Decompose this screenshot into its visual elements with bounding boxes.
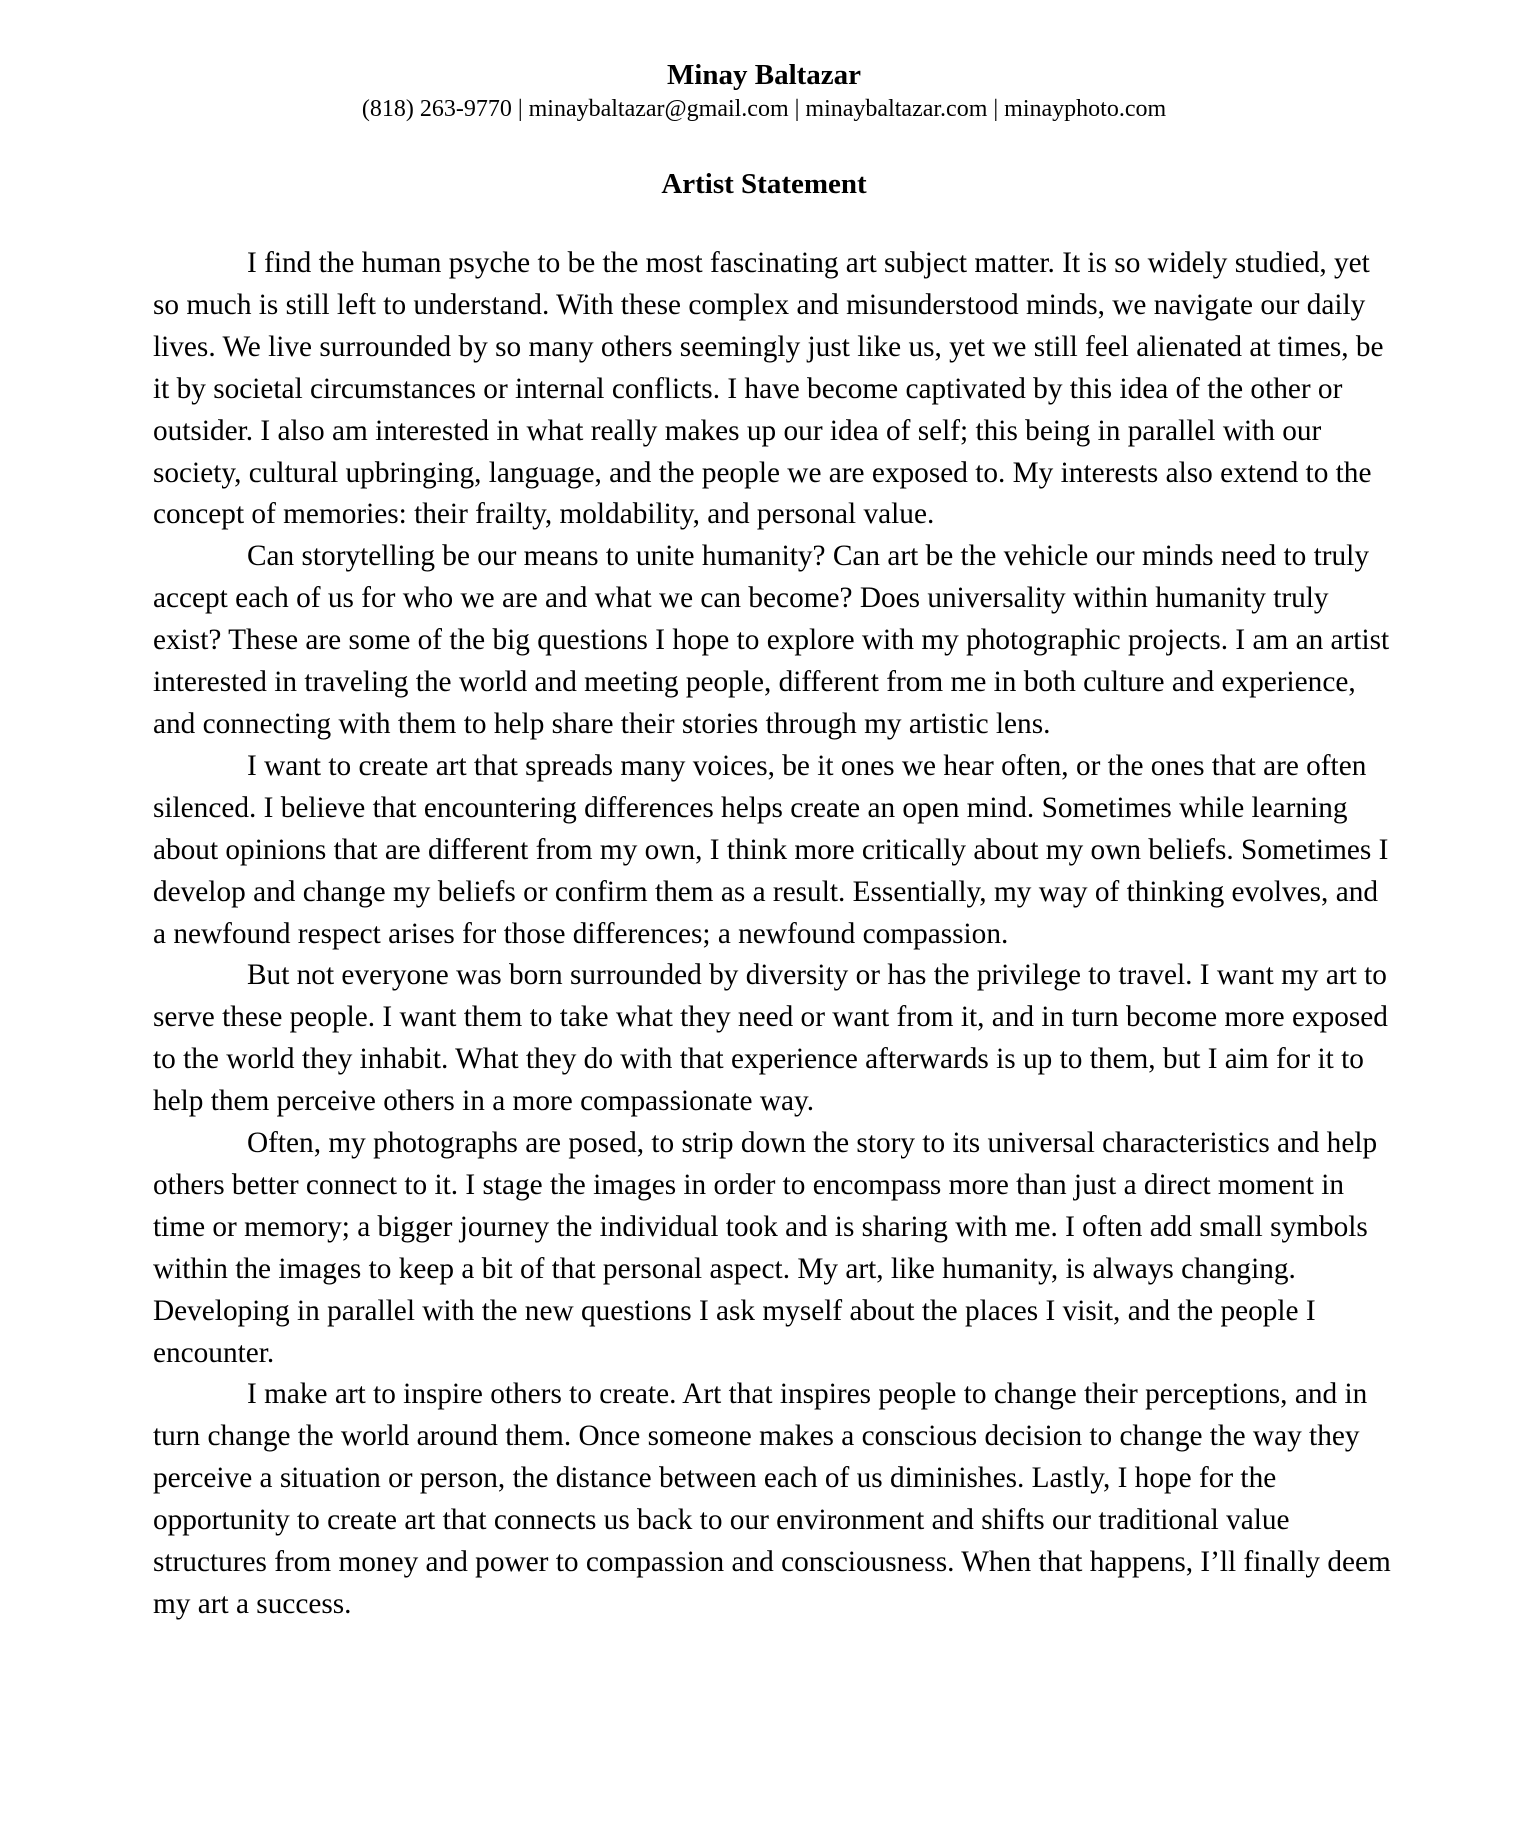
statement-body <box>153 243 1393 1626</box>
statement-paragraph: Often, my photographs are posed, to strip down the story to its universal characteristics and help others better connect to it. I stage the images in order to encompass more than just a direct moment in time or memory; a bigger journey the individual took and is sharing with me. I often add small symbols within the images to keep a bit of that personal aspect. My art, like humanity, is always changing. Developing in parallel with the new questions I ask myself about the places I visit, and the people I encounter. <box>153 1127 1378 1369</box>
contact-line: (818) 263-9770 | minaybaltazar@gmail.com | minaybaltazar.com | minayphoto.com <box>361 96 1167 122</box>
statement-paragraph: I find the human psyche to be the most fascinating art subject matter. It is so widely studied, yet so much is still left to understand. With these complex and misunderstood minds, we navigate our daily lives. We live surrounded by so many others seemingly just like us, yet we still feel alienated at times, be it by societal circumstances or internal conflicts. I have become captivated by this idea of the other or outsider. I also am interested in what really makes up our idea of self; this being in parallel with our society, cultural upbringing, language, and the people we are exposed to. My interests also extend to the concept of memories: their frailty, moldability, and personal value. <box>153 247 1384 531</box>
statement-paragraph: I want to create art that spreads many voices, be it ones we hear often, or the ones that are often silenced. I believe that encountering differences helps create an open mind. Sometimes while learning about opinions that are different from my own, I think more critically about my own beliefs. Sometimes I develop and change my beliefs or confirm them as a result. Essentially, my way of thinking evolves, and a newfound respect arises for those differences; a newfound compassion. <box>153 749 1389 950</box>
statement-paragraph: Can storytelling be our means to unite humanity? Can art be the vehicle our minds need to truly accept each of us for who we are and what we can become? Does universality within humanity truly exist? These are some of the big questions I hope to explore with my photographic projects. I am an artist interested in traveling the world and meeting people, different from me in both culture and experience, and connecting with them to help share their stories through my artistic lens. <box>153 540 1390 740</box>
document-title: Artist Statement <box>661 168 867 200</box>
document-header <box>0 58 1528 124</box>
author-name: Minay Baltazar <box>666 59 862 91</box>
statement-paragraph: But not everyone was born surrounded by diversity or has the privilege to travel. I want my art to serve these people. I want them to take what they need or want from it, and in turn become more exposed to the world they inhabit. What they do with that experience afterwards is up to them, but I aim for it to help them perceive others in a more compassionate way. <box>153 959 1388 1118</box>
statement-paragraph: I make art to inspire others to create. Art that inspires people to change their perceptions, and in turn change the world around them. Once someone makes a conscious decision to change the way they perceive a situation or person, the distance between each of us diminishes. Lastly, I hope for the opportunity to create art that connects us back to our environment and shifts our traditional value structures from money and power to compassion and consciousness. When that happens, I’ll finally deem my art a success. <box>153 1378 1391 1620</box>
